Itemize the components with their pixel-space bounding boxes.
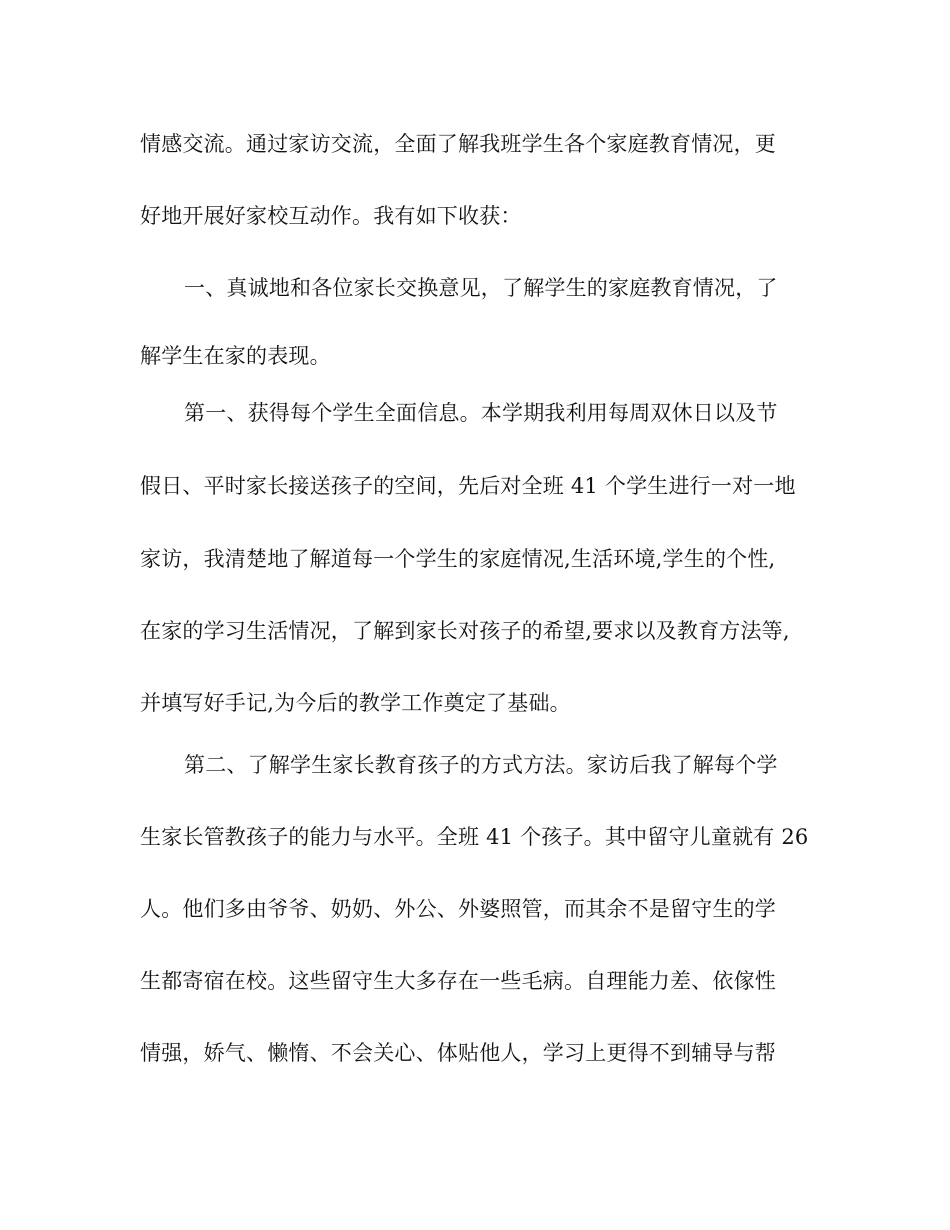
text-line-12: 人。他们多由爷爷、奶奶、外公、外婆照管，而其余不是留守生的学	[140, 897, 776, 921]
text-line-7: 家访，我清楚地了解道每一个学生的家庭情况,生活环境,学生的个性,	[140, 547, 776, 571]
text-line-11: 生家长管教孩子的能力与水平。全班 41 个孩子。其中留守儿童就有 26	[140, 825, 809, 849]
text-line-1: 情感交流。通过家访交流，全面了解我班学生各个家庭教育情况，更	[140, 132, 776, 156]
text-line-2: 好地开展好家校互动作。我有如下收获：	[140, 204, 522, 228]
text-line-6: 假日、平时家长接送孩子的空间，先后对全班 41 个学生进行一对一地	[140, 474, 796, 498]
text-line-13: 生都寄宿在校。这些留守生大多存在一些毛病。自理能力差、依傢性	[140, 969, 776, 993]
text-line-10: 第二、了解学生家长教育孩子的方式方法。家访后我了解每个学	[184, 753, 778, 777]
text-line-5: 第一、获得每个学生全面信息。本学期我利用每周双休日以及节	[184, 401, 778, 425]
text-line-14: 情强，娇气、懒惰、不会关心、体贴他人，学习上更得不到辅导与帮	[140, 1041, 776, 1065]
text-line-3: 一、真诚地和各位家长交换意见，了解学生的家庭教育情况，了	[184, 276, 778, 300]
text-line-4: 解学生在家的表现。	[140, 344, 331, 368]
text-line-9: 并填写好手记,为今后的教学工作奠定了基础。	[140, 691, 571, 715]
text-line-8: 在家的学习生活情况，了解到家长对孩子的希望,要求以及教育方法等,	[140, 619, 790, 643]
